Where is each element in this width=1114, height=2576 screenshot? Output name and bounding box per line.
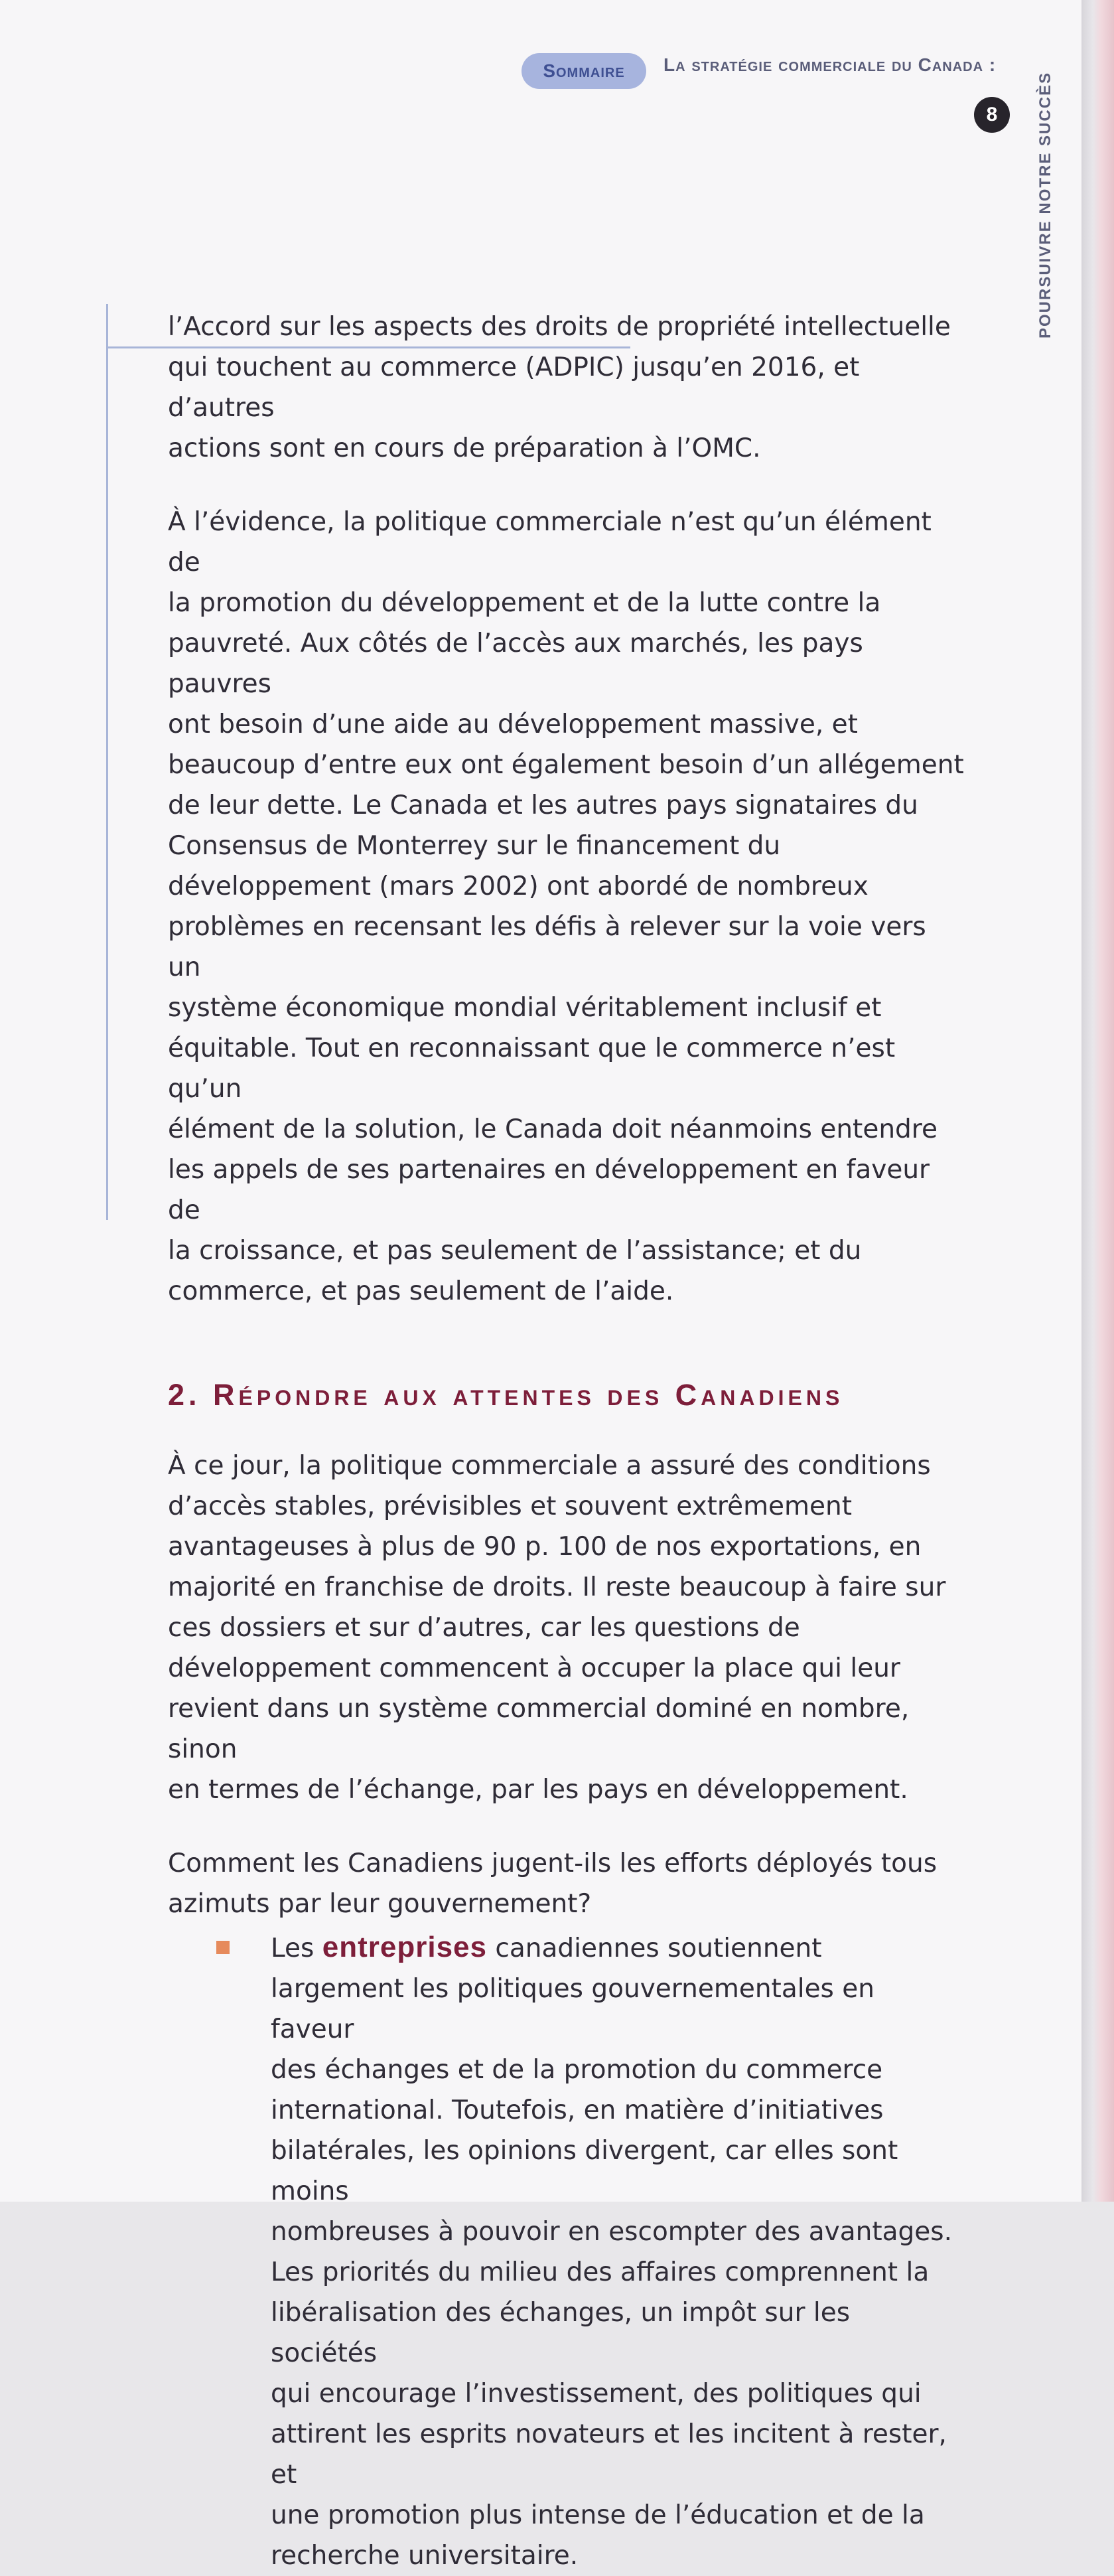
section-tab: Sommaire xyxy=(522,53,646,89)
paragraph-adpic: l’Accord sur les aspects des droits de propriété intellectuelle qui touchent au commerce (ADPIC) jusqu’en 2016, et d’autres actions sont en cours de préparation à l’OMC. xyxy=(168,312,951,463)
body-content xyxy=(168,307,964,2576)
side-running-title: POURSUIVRE NOTRE SUCCÈS xyxy=(1036,71,1054,339)
paragraph-question: Comment les Canadiens jugent-ils les efforts déployés tous azimuts par leur gouvernement? xyxy=(168,1849,938,1919)
page-number-badge: 8 xyxy=(974,97,1010,133)
bullet-lead: Les xyxy=(271,1933,322,1963)
margin-rule-vertical xyxy=(106,304,108,1220)
paragraph-trade-policy: À ce jour, la politique commerciale a assuré des conditions d’accès stables, prévisibles et souvent extrêmement avantageuses à plus de 90 p. 100 de nos exportations, en majorité en franchise de droits. Il reste beaucoup à faire sur ces dossiers et sur d’autres, car les questions de développement commencent à occuper la place qui leur revient dans un système commercial dominé en nombre, sinon en termes de l’échange, par les pays en développement. xyxy=(168,1451,946,1805)
list-item xyxy=(168,1927,964,2576)
page-edge xyxy=(1081,0,1114,2202)
running-header-title: La stratégie commerciale du Canada : xyxy=(663,54,997,75)
paragraph-development: À l’évidence, la politique commerciale n’est qu’un élément de la promotion du développement et de la lutte contre la pauvreté. Aux côtés de l’accès aux marchés, les pays pauvres ont besoin d’une aide au développement massive, et beaucoup d’entre eux ont également besoin d’un allégement de leur dette. Le Canada et les autres pays signataires du Consensus de Monterrey sur le financement du développement (mars 2002) ont abordé de nombreux problèmes en recensant les défis à relever sur la voie vers un système économique mondial véritablement inclusif et équitable. Tout en reconnaissant que le commerce n’est qu’un élément de la solution, le Canada doit néanmoins entendre les appels de ses partenaires en développement en faveur de la croissance, et pas seulement de l’assistance; et du commerce, et pas seulement de l’aide. xyxy=(168,507,964,1306)
section-heading: 2. Répondre aux attentes des Canadiens xyxy=(168,1378,844,1412)
bullet-rest: canadiennes soutiennent largement les politiques gouvernementales en faveur des échanges et de la promotion du commerce international. Toutefois, en matière d’initiatives bilatérales, les opinions divergent, car elles sont moins nombreuses à pouvoir en escompter des avantages. Les priorités du milieu des affaires comprennent la libéralisation des échanges, un impôt sur les sociétés qui encourage l’investissement, des politiques qui attirent les esprits novateurs et les incitent à rester, et une promotion plus intense de l’éducation et de la recherche universitaire. xyxy=(271,1933,952,2571)
bullet-bold-word: entreprises xyxy=(322,1931,487,1963)
square-bullet-icon xyxy=(216,1941,230,1954)
bullet-text xyxy=(271,1927,964,2576)
